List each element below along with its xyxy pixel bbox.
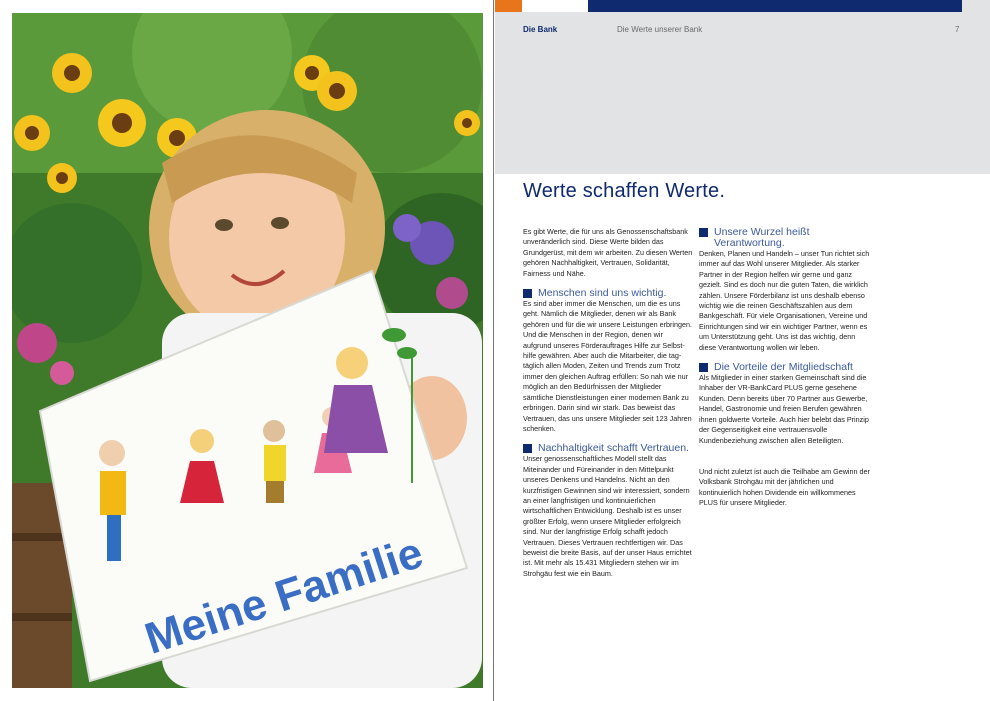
- section-heading: Menschen sind uns wichtig.: [523, 288, 693, 299]
- accent-bar-navy: [588, 0, 962, 12]
- section-body: Es sind aber immer die Menschen, um die es uns geht. Nämlich die Mitglieder, denen wir als Bank gehören und für die wir unsere Leistungen erbringen. Und die Menschen in der Region, denen wir aufgrund unseres Förderauftrages Hilfe zur Selbsthilfe gewähren. Aber auch die Mitarbeiter, die tagtäglich allen Moden, Zeiten und Trends zum Trotz immer den gleichen Auftrag erfüllen: So nah wie nur möglich an den Bedürfnissen der Mitglieder sämtliche Dienstleistungen einer modernen Bank zu erbringen. Darin sind wir stark. Das beweist das Vertrauen, das uns unsere Mitglieder seit 123 Jahren schenken.: [523, 299, 693, 433]
- section-bullet-icon: [523, 444, 532, 453]
- running-title: Die Werte unserer Bank: [617, 25, 703, 34]
- section-heading: Die Vorteile der Mitgliedschaft: [699, 362, 871, 373]
- section-body: Als Mitglieder in einer starken Gemeinschaft sind die Inhaber der VR-BankCard PLUS gerne gesehene Kunden. Denn bereits über 70 Partner aus Gewerbe, Handel, Gastronomie und freien Berufen gewähren ihnen goldwerte Vorteile. Auch hier belebt das Prinzip der Gegenseitigkeit eine vertrauensvolle Kundenbeziehung zwischen allen Beteiligten.: [699, 373, 869, 445]
- running-section: Die Bank: [523, 25, 558, 34]
- closing-paragraph: Und nicht zuletzt ist auch die Teilhabe am Gewinn der Volksbank Strohgäu mit der jährlichen und kontinuierlich hohen Dividende ein willkommenes PLUS für unsere Mitglieder.: [699, 466, 870, 508]
- text-column-right: [699, 227, 871, 509]
- intro-paragraph: Es gibt Werte, die für uns als Genossenschaftsbank unveränderlich sind. Diese Werte bilden das Grundgerüst, mit dem wir arbeiten. Zu diesen Werten gehören Nachhaltigkeit, Vertrauen, Solidarität, Fairness und Nähe.: [523, 227, 693, 278]
- section-heading: Nachhaltigkeit schafft Vertrauen.: [523, 443, 693, 454]
- accent-bar-orange: [495, 0, 522, 12]
- header-band: [495, 0, 990, 174]
- section-bullet-icon: [699, 363, 708, 372]
- accent-bar-gap: [522, 0, 588, 12]
- page-gutter: [493, 0, 494, 701]
- page-number: 7: [955, 25, 960, 34]
- cover-photo: [12, 13, 483, 688]
- section-body: Denken, Planen und Handeln – unser Tun richtet sich immer auf das Wohl unserer Mitglieder. Als starker Partner in der Region helfen wir gerne und ganz gezielt. Sind es doch nur die guten Taten, die wirklich zählen. Unsere Förderbilanz ist uns deshalb ebenso wichtig wie die reinen Geschäftszahlen aus dem Bankgeschäft. Für viele Organisationen, Vereine und Einrichtungen sind wir ein wichtiger Partner, wenn es um Unterstützung geht. Uns ist das wichtig, denn diese Verantwortung wollen wir leben.: [699, 249, 870, 352]
- section-heading: Unsere Wurzel heißt Verantwortung.: [699, 227, 871, 249]
- drawing-lettering: Meine Familie: [139, 528, 429, 664]
- page-title: Werte schaffen Werte.: [523, 180, 726, 202]
- section-bullet-icon: [523, 289, 532, 298]
- section-bullet-icon: [699, 228, 708, 237]
- text-column-left: [523, 227, 693, 579]
- section-body: Unser genossenschaftliches Modell stellt das Miteinander und Füreinander in den Mittelpunkt unseres Denkens und Handelns. Nicht an den kurzfristigen Gewinnen sind wir interessiert, sondern an einer langfristigen und kontinuierlichen wirtschaftlichen Entwicklung. Deshalb ist es unser größter Erfolg, wenn unsere Mitglieder erfolgreich sind. Nur der langfristige Erfolg schafft jedoch Vertrauen. Dieses Vertrauen rechtfertigen wir. Das beweist die breite Basis, auf der unser Haus errichtet ist. Mit mehr als 15.431 Mitgliedern stehen wir im Strohgäu fest wie ein Baum.: [523, 454, 692, 578]
